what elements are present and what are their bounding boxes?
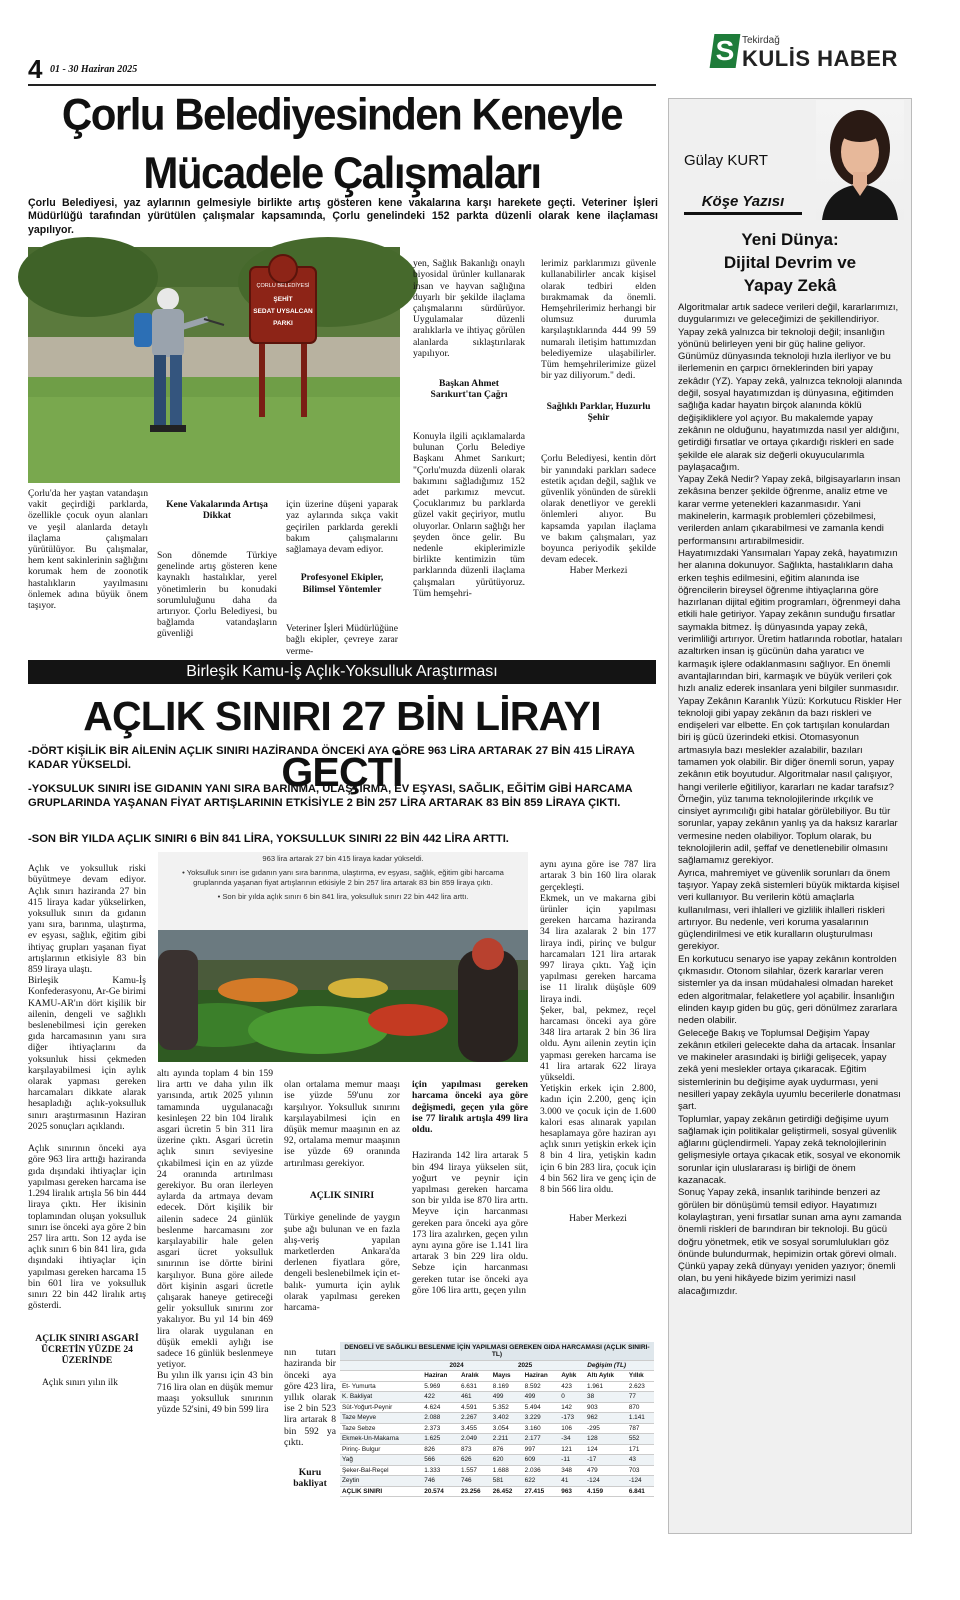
table-cell: 903 bbox=[585, 1402, 627, 1413]
article1-col-right2b-text: Çorlu Belediyesi, kentin dört bir yanındaki parkları sadece estetik açıdan değil, sağlık ve güvenlik yönünden de sürekli olarak denetliyor ve gerekli önlemleri alıyor. Bu kapsamda yapılan ilaçlama ve bakım çalışmaları, yaz boyunca periyodik şekilde devam edecek. bbox=[541, 453, 656, 566]
table-cell: 27.415 bbox=[523, 1486, 560, 1497]
park-photo-illustration bbox=[28, 247, 400, 483]
article2-col4b-text: Haziranda 142 lira artarak 5 bin 494 liraya yükselen süt, yoğurt ve peynir için yapılması gereken harcama son bir yılda ise 870 lira arttı. Meyve için harcanması gereken para önceki aya göre 173 lira azalırken, geçen yılın aynı ayına göre ise 1.141 lira artarak 3 bin 229 lira oldu. Sebze için harcanması gereken tutar ise önceki aya göre 106 lira arttı, geçen yılın bbox=[412, 1150, 528, 1296]
article2-col5 bbox=[540, 848, 656, 1338]
table-row-label: Taze Sebze bbox=[340, 1423, 422, 1434]
table-cell: 26.452 bbox=[491, 1486, 523, 1497]
table-row bbox=[340, 1381, 654, 1392]
sign-line-3: SEDAT UYSALCAN bbox=[253, 308, 313, 315]
table-cell: 0 bbox=[559, 1392, 585, 1403]
table-cell: 620 bbox=[491, 1455, 523, 1466]
table-header-row bbox=[340, 1371, 654, 1382]
table-cell: 461 bbox=[459, 1392, 491, 1403]
table-cell: 124 bbox=[585, 1444, 627, 1455]
article1-col-b3 bbox=[286, 488, 398, 657]
table-cell: 2.211 bbox=[491, 1434, 523, 1445]
table-header-cell: Haziran bbox=[523, 1371, 560, 1382]
photo-caption-line1: 963 lira artarak 27 bin 415 liraya kadar yükseldi. bbox=[262, 854, 424, 863]
table-change-header: Değişim (TL) bbox=[559, 1360, 654, 1371]
column-title-line2: Dijital Devrim ve bbox=[723, 253, 857, 272]
sign-line-4: PARKI bbox=[273, 320, 293, 327]
table-cell: 499 bbox=[523, 1392, 560, 1403]
subhead-baskan: Başkan Ahmet Sarıkurt'tan Çağrı bbox=[430, 378, 508, 401]
table-header-cell bbox=[340, 1371, 422, 1382]
table-cell: 1.557 bbox=[459, 1465, 491, 1476]
article2-bullet-1: -DÖRT KİŞİLİK BİR AİLENİN AÇLIK SINIRI HAZİRANDA ÖNCEKİ AYA GÖRE 963 LİRA ARTARAK 27 BİN 415 LİRAYA KADAR YÜKSELDİ. bbox=[28, 745, 635, 771]
table-cell: 873 bbox=[459, 1444, 491, 1455]
table-cell: 422 bbox=[422, 1392, 459, 1403]
article2-col4 bbox=[412, 1068, 528, 1338]
article2-bullet-3: -SON BİR YILDA AÇLIK SINIRI 6 BİN 841 LİRA, YOKSULLUK SINIRI 22 BİN 442 LİRA ARTTI. bbox=[28, 833, 509, 845]
table-cell: 6.631 bbox=[459, 1381, 491, 1392]
table-cell: 1.333 bbox=[422, 1465, 459, 1476]
article1-col-right2-text: lerimiz parklarımızı güvenle kullanabilirler ancak kişisel olarak tedbiri elden bırakmamak da önemli. Hemşehrilerimiz herhangi bir olumsuz durumla karşılaştıklarında 444 99 59 numaralı iletişim hattımızdan belediyemize ulaşabilirler. Tüm hemşehrilerimize güzel bir yaz diliyorum." dedi. bbox=[541, 258, 656, 382]
table-year-row bbox=[340, 1360, 654, 1371]
subhead-aclik-siniri: AÇLIK SINIRI bbox=[309, 1190, 375, 1202]
table-cell: 20.574 bbox=[422, 1486, 459, 1497]
subhead-saglikli: Sağlıklı Parklar, Huzurlu Şehir bbox=[546, 400, 651, 423]
table-cell: -124 bbox=[585, 1476, 627, 1487]
table-cell: 2.049 bbox=[459, 1434, 491, 1445]
table-row bbox=[340, 1402, 654, 1413]
table-cell: 6.841 bbox=[627, 1486, 654, 1497]
table-header-cell: Aralık bbox=[459, 1371, 491, 1382]
table-cell: 997 bbox=[523, 1444, 560, 1455]
table-cell: -295 bbox=[585, 1423, 627, 1434]
table-cell: 826 bbox=[422, 1444, 459, 1455]
table-cell: -173 bbox=[559, 1413, 585, 1424]
subhead-kene: Kene Vakalarında Artışa Dikkat bbox=[166, 499, 268, 522]
table-row bbox=[340, 1434, 654, 1445]
table-cell: 5.352 bbox=[491, 1402, 523, 1413]
table-cell: 626 bbox=[459, 1455, 491, 1466]
article1-col-right1-text: yen, Sağlık Bakanlığı onaylı biyosidal ürünler kullanarak insan ve hayvan sağlığına duyarlı bir şekilde ilaçlama çalışmalarını sürdürüyor. Uygulamalar düzenli aralıklarla ve ihtiyaç görülen alanlarda sıklaştırılarak yapılıyor. bbox=[413, 258, 525, 359]
article1-col-b3b-text: Veteriner İşleri Müdürlüğüne bağlı ekipler, çevreye zarar verme- bbox=[286, 623, 398, 657]
page-number: 4 bbox=[28, 54, 43, 84]
article2-signature: Haber Merkezi bbox=[569, 1212, 627, 1224]
table-cell: 142 bbox=[559, 1402, 585, 1413]
table-cell: 499 bbox=[491, 1392, 523, 1403]
table-cell: 4.159 bbox=[585, 1486, 627, 1497]
photo-caption-line2: • Yoksulluk sınırı ise gıdanın yanı sıra barınma, ulaştırma, ev eşyası, sağlık, eğitim gibi harcama gruplarında yaşanan fiyat artışlarının etkisiyle 2 bin 257 lira artarak 83 bin 859 liraya çıktı. bbox=[182, 868, 504, 887]
article2-col3 bbox=[284, 1068, 400, 1336]
table-cell: 4.591 bbox=[459, 1402, 491, 1413]
table-header-cell: Haziran bbox=[422, 1371, 459, 1382]
table-cell: 746 bbox=[422, 1476, 459, 1487]
table-cell: 746 bbox=[459, 1476, 491, 1487]
table-header-cell: Mayıs bbox=[491, 1371, 523, 1382]
table-cell: 3.455 bbox=[459, 1423, 491, 1434]
table-cell: 2.373 bbox=[422, 1423, 459, 1434]
logo-letter: S bbox=[715, 35, 735, 66]
table-row-label: Ekmek-Un-Makarna bbox=[340, 1434, 422, 1445]
table-cell: 870 bbox=[627, 1402, 654, 1413]
table-cell: 3.229 bbox=[523, 1413, 560, 1424]
article2-col1 bbox=[28, 852, 146, 1474]
column-title bbox=[672, 228, 908, 297]
table-row-label: Yağ bbox=[340, 1455, 422, 1466]
table-cell: 5.494 bbox=[523, 1402, 560, 1413]
article2-col2: altı ayında toplam 4 bin 159 lira arttı ve daha yılın ilk yarısında, artık 2025 yılının tamamında uygulanacağı kesinleşen 22 bin 104 liralık asgari ücretin 5 bin 311 lira üzerine çıktı. Asgari ücretin açlık sınırı seviyesine çıkabilmesi için en az yüzde 24 oranında artırılması gerekiyor. Bu oran ilerleyen aylarda da artmaya devam edecek. Dört kişilik bir ailenin sadece 24 günlük beslenme harcamasını zor karşılayabilir hale gelen asgari ücret yoksulluk sınırının ise dörtte birini karşılıyor. Buna göre ailede dört kişinin asgari ücretle çalışarak haneye getireceği gelir yoksulluk sınırını zor yakalıyor. Bu yıl 14 bin 469 lira olarak uygulanan en düşük emekli aylığı ise sadece 16 günlük beslenmeye yetiyor. Bu yılın ilk yarısı için 43 bin 716 lira olan en düşük memur maaşı yoksulluk sınırının yüzde 52'sini, 49 bin 599 lira bbox=[157, 1068, 273, 1416]
table-cell: 2.177 bbox=[523, 1434, 560, 1445]
market-photo-caption bbox=[158, 852, 528, 930]
table-cell: 3.402 bbox=[491, 1413, 523, 1424]
article1-col-b1: Çorlu'da her yaştan vatandaşın vakit geçirdiği parklarda, özellikle çocuk oyun alanları ve yeşil alanlarda detaylı ilaçlama çalışmaları yürütülüyor. Bu çalışmalar, hem kent sakinlerinin sağlığını korumak hem de zoonotik hastalıkların yayılmasını önlemek adına büyük önem taşıyor. bbox=[28, 488, 148, 612]
table-cell: 171 bbox=[627, 1444, 654, 1455]
table-row-label: Pirinç- Bulgur bbox=[340, 1444, 422, 1455]
table-cell: 77 bbox=[627, 1392, 654, 1403]
table-cell: 38 bbox=[585, 1392, 627, 1403]
table-cell: 2.036 bbox=[523, 1465, 560, 1476]
table-cell: 703 bbox=[627, 1465, 654, 1476]
table-cell: 8.169 bbox=[491, 1381, 523, 1392]
article1-col-right1b-text: Konuyla ilgili açıklamalarda bulunan Çorlu Belediye Başkanı Ahmet Sarıkurt; "Çorlu'muzda düzenli olarak bakımını sağladığımız 152 adet parkımız mevcut. Çocuklarımız bu parklarda güzel vakit geçiriyor, mutlu oluyorlar. Onların sağlığı her şeyden önce gelir. Bu nedenle ekiplerimizle birlikte kentimizin tüm parklarında düzenli ilaçlama çalışmaları yürütüyoruz. Tüm hemşehri- bbox=[413, 431, 525, 599]
issue-date: 01 - 30 Haziran 2025 bbox=[50, 64, 138, 75]
subhead-aclik-asgari: AÇLIK SINIRI ASGARİ ÜCRETİN YÜZDE 24 ÜZERİNDE bbox=[35, 1332, 139, 1366]
table-cell: 4.624 bbox=[422, 1402, 459, 1413]
table-cell: 581 bbox=[491, 1476, 523, 1487]
food-cost-table bbox=[340, 1342, 654, 1497]
table-cell: -34 bbox=[559, 1434, 585, 1445]
table-cell: 423 bbox=[559, 1381, 585, 1392]
table-title-row bbox=[340, 1342, 654, 1360]
article1-col-b2 bbox=[157, 488, 277, 652]
market-photo bbox=[158, 852, 528, 1062]
author-avatar bbox=[816, 100, 904, 220]
table-cell: 23.256 bbox=[459, 1486, 491, 1497]
table-cell: 106 bbox=[559, 1423, 585, 1434]
article1-title bbox=[28, 85, 656, 203]
column-title-line1: Yeni Dünya: bbox=[741, 230, 839, 249]
article1-col-right2 bbox=[541, 247, 656, 652]
article1-title-line1: Çorlu Belediyesinden Keneyle bbox=[61, 89, 623, 139]
article2-title: AÇLIK SINIRI 27 BİN LİRAYI GEÇTİ bbox=[83, 693, 601, 795]
market-illustration bbox=[158, 930, 528, 1062]
table-row-label: K. Bakliyat bbox=[340, 1392, 422, 1403]
table-cell: 128 bbox=[585, 1434, 627, 1445]
sign-line-2: ŞEHİT bbox=[273, 296, 293, 303]
article2-col5-text: aynı ayına göre ise 787 lira artarak 3 bin 160 lira olarak gerçekleşti. Ekmek, un ve makarna gibi ürünler için yapılması gereken harcama haziranda 34 lira azalarak 2 bin 177 liraya indi, pirinç ve bulgur harcamaları 121 lira artarak 997 liraya çıktı. Yağ için yapılması gereken harcama ise 11 liralık düşüşle 609 liraya indi. Şeker, bal, pekmez, reçel harcaması önceki aya göre 348 lira artarak 2 bin 36 lira oldu. Aynı ailenin zeytin için yapması gereken harcama ise 41 lira artarak 622 liraya yükseldi. Yetişkin erkek için 2.800, kadın için 2.200, genç için 3.000 ve çocuk için de 1.600 kalori esas alınarak yapılan hesaplamaya göre haziran ayı açlık sınırı yetişkin erkek için 8 bin 4 lira, yetişkin kadın için 6 bin 283 lira, çocuk için 4 bin 562 lira ve genç için de 8 bin 566 lira oldu. bbox=[540, 859, 656, 1196]
park-spraying-photo bbox=[28, 247, 400, 483]
table-row bbox=[340, 1465, 654, 1476]
table-row bbox=[340, 1476, 654, 1487]
photo-caption-line3: • Son bir yılda açlık sınırı 6 bin 841 lira, yoksulluk sınırı 22 bin 442 lira arttı. bbox=[217, 892, 469, 901]
table-header-cell: Aylık bbox=[559, 1371, 585, 1382]
article1-title-line2: Mücadele Çalışmaları bbox=[143, 148, 541, 198]
article2-col1a-text: Açlık ve yoksulluk riski büyütmeye devam ediyor. Açlık sınırı haziranda 27 bin 415 liraya kadar yükselirken, yoksulluk sınırı da gıdanın yanı sıra, barınma, ulaştırma, ev eşyası, sağlık, eğitim gibi ihtiyaç grupları yaşanan fiyat artışlarının etkisiyle 83 bin 859 liraya ulaştı. Birleşik Kamu-İş Konfederasyonu, Ar-Ge birimi KAMU-AR'ın dört kişilik bir ailenin, dengeli ve sağlıklı beslenebilmesi için gereken gıda harcamasının yanı sıra diğer ihtiyaçlarını da yoksunluk hissi çekmeden karşılayabilmesi için aylık olarak yapması gereken harcamaları dikkate alarak hesapladığı açlık-yoksulluk sınırı araştırmasının Haziran 2025 sonuçları açıklandı. Açlık sınırının önceki aya göre 963 lira arttığı haziranda gıda dışındaki ihtiyaçlar için yapılması gereken harcama ise 1.294 liralık artışla 56 bin 444 liraya çıktı. Her ikisinin toplamından oluşan yoksulluk sınırı ise önceki aya göre 2 bin 257 lira arttı. Son 12 ayda ise açlık sınırı 6 bin 841 lira, gıda dışındaki ihtiyaçlar için yapılması gereken harcama 15 bin 601 lira ve yoksulluk sınırı 22 bin 442 liralık artış gösterdi. bbox=[28, 863, 147, 1312]
table-cell: 2.088 bbox=[422, 1413, 459, 1424]
column-body: Algoritmalar artık sadece verileri değil, kararlarımızı, duygularımızı ve geleceğimizi de şekillendiriyor. Yapay zekâ yalnızca bir teknoloji değil; insanlığın yönünü belirleyen yeni bir güç haline geliyor. Günümüz dünyasında teknoloji hızla ilerliyor ve bu ilerlemenin en çarpıcı örneklerinden biri yapay zekâdır (YZ). Yapay zekâ, yalnızca teknoloji alanında değil, sosyal hayatımızdan iş dünyasına, eğitimden sağlığa kadar hayatın birçok alanında köklü değişikliklere yol açıyor. Bu makalemde yapay zekânın ne olduğunu, hayatımızda nasıl yer aldığını, getirdiği fırsatlar ve ortaya çıkardığı riskleri en sade şekilde ele alarak siz değerli okuyucularımla paylaşacağım. Yapay Zekâ Nedir? Yapay zekâ, bilgisayarların insan zekâsına benzer şekilde öğrenme, analiz etme ve karar verme yetenekleri kazanmasıdır. Yani makinelerin, karmaşık problemleri çözebilmesi, verilerden anlam çıkarabilmesi ve zamanla kendi performansını artırabilmesidir. Hayatımızdaki Yansımaları Yapay zekâ, hayatımızın her alanına dokunuyor. Sağlıkta, hastalıkların daha erken teşhis edilmesini, eğitim alanında ise öğrencilerin bireysel öğrenme ihtiyaçlarına göre hazırlanan dijital eğitim programları, öğrenmeyi daha etkili hale getiriyor. Yapay zekânın sunduğu fırsatlar saymakla bitmez. İş dünyasında yapay zekâ, verimliliği artırıyor. Üretim hatlarında robotlar, hataları azaltırken insan iş gücünün daha yaratıcı ve karmaşık işlere odaklanmasını sağlıyor. En önemli avantajlarından biri, karmaşık ve büyük verileri çok hızlı analiz ederek insanlara yeni bilgiler sunmasıdır. Yapay Zekânın Karanlık Yüzü: Korkutucu Riskler Her teknoloji gibi yapay zekânın da bazı riskleri ve endişeleri var elbette. En çok tartışılan konulardan biri iş gücü üzerindeki etkisi. Otomasyonun artmasıyla bazı meslekler azalabilir, bazıları tamamen yok olabilir. Bir diğer önemli sorun, yapay zekânın etik boyutudur. Algoritmalar nasıl çalışıyor, hangi verilerle eğitiliyor, kararları ne kadar tarafsız? Örneğin, yüz tanıma teknolojilerinde ırkçılık ve cinsiyet ayrımcılığı gibi hatalar görülebiliyor. Bu tür sorunlar, yapay zekânın yanlış ya da haksız kararlar vermesine neden olabiliyor. Toplum olarak, bu teknolojilerin adil, şeffaf ve denetlenebilir olmasını sağlamamız gerekiyor. Ayrıca, mahremiyet ve güvenlik sorunları da önem taşıyor. Yapay zekâ sistemleri büyük miktarda kişisel veri kullanıyor. Bu verilerin kötü amaçlarla kullanılması, veri ihlalleri ve gizlilik ihlalleri riskleri artırıyor. Bu nedenle, veri koruma yasalarının güçlendirilmesi ve etik kuralların oluşturulması gerekiyor. En korkutucu senaryo ise yapay zekânın kontrolden çıkmasıdır. Otonom silahlar, özerk kararlar veren sistemler ya da insan müdahalesi olmadan hareket eden algoritmalar, felaketlere yol açabilir. İnsanlığın elinden kayıp giden bu güç, geri dönülmez zararlara neden olabilir. Geleceğe Bakış ve Toplumsal Değişim Yapay zekânın etkileri gelecekte daha da artacak. İnsanlar ve makineler arasındaki iş birliği gelişecek, yapay zekâ yeni meslekler ortaya çıkaracak. Eğitim sistemlerinin bu değişime ayak uydurması, yeni nesilleri yapay zekâyla uyumlu becerilerle donatması şart. Toplumlar, yapay zekânın getirdiği değişime uyum sağlamak için politikalar geliştirmeli, sosyal güvenlik ağlarını güçlendirmeli. Yapay zekâ teknolojilerinin gelişmesiyle ortaya çıkacak etik, sosyal ve ekonomik sorunlar için uluslararası iş birliği de önem kazanacak. Sonuç Yapay zekâ, insanlık tarihinde benzeri az görülen bir dönüşümü temsil ediyor. Hayatımızı kolaylaştıran, yeni fırsatlar sunan ama aynı zamanda önemli riskleri de barındıran bir teknoloji. Bu gücü doğru yönetmek, etik ve sosyal sorumlulukları göz önünde bulundurmak, hepimizin ortak görevi olmalı. Çünkü yapay zekâ dünyayı yeniden yazıyor; önemli olan, bu yeni hikâyede bizim yerimizi nasıl alacağımızdır. bbox=[678, 302, 903, 1297]
logo-region: Tekirdağ bbox=[742, 35, 780, 46]
table-year-2024: 2024 bbox=[422, 1360, 491, 1371]
article2-col3b-text: Türkiye genelinde de yaygın şube ağı bulunan ve en fazla alış-veriş yapılan marketlerden Ankara'da derlenen fiyatlara göre, dengeli beslenebilmek için et-balık- yumurta için aylık olarak yapılması gereken harcama- bbox=[284, 1212, 400, 1314]
table-cell: 609 bbox=[523, 1455, 560, 1466]
table-cell: 962 bbox=[585, 1413, 627, 1424]
article2-col3a-text: olan ortalama memur maaşı ise yüzde 59'unu zor karşılıyor. Yoksulluk sınırını karşılayabilmesi için en düşük memur maaşının en az 92, ortalama memur maaşının ise yüzde 69 oranında artırılması gerekiyor. bbox=[284, 1079, 400, 1169]
table-row bbox=[340, 1486, 654, 1497]
table-cell: 552 bbox=[627, 1434, 654, 1445]
table-row bbox=[340, 1392, 654, 1403]
table-cell: 2.623 bbox=[627, 1381, 654, 1392]
table-cell: 479 bbox=[585, 1465, 627, 1476]
subhead-profesyonel: Profesyonel Ekipler, Bilimsel Yöntemler bbox=[300, 572, 384, 595]
table-cell: -11 bbox=[559, 1455, 585, 1466]
table-cell: -17 bbox=[585, 1455, 627, 1466]
article2-band: Birleşik Kamu-İş Açlık-Yoksulluk Araştırması bbox=[28, 660, 656, 684]
table-cell: 1.688 bbox=[491, 1465, 523, 1476]
article1-signature: Haber Merkezi bbox=[569, 565, 628, 577]
table-row-label: Süt-Yoğurt-Peynir bbox=[340, 1402, 422, 1413]
table-year-empty bbox=[340, 1360, 422, 1371]
table-row bbox=[340, 1423, 654, 1434]
author-name: Gülay KURT bbox=[684, 152, 768, 169]
table-cell: 787 bbox=[627, 1423, 654, 1434]
table-header-cell: Yıllık bbox=[627, 1371, 654, 1382]
article2-col3c-text: nın tutarı haziranda bir önceki aya göre 423 lira, yıllık olarak ise 2 bin 523 lira artarak 8 bin 592 ya çıktı. bbox=[284, 1347, 336, 1448]
logo-title: KULİS HABER bbox=[742, 46, 898, 71]
table-header-cell: Altı Aylık bbox=[585, 1371, 627, 1382]
table-row bbox=[340, 1413, 654, 1424]
table-title: DENGELİ VE SAĞLIKLI BESLENME İÇİN YAPILMASI GEREKEN GIDA HARCAMASI (AÇLIK SINIRI-TL) bbox=[340, 1342, 654, 1360]
article1-col-b3a-text: için üzerine düşeni yaparak yaz aylarında sıkça vakit geçirilen parklarda gerekli bakım çalışmalarını sağlamaya devam ediyor. bbox=[286, 499, 398, 556]
article1-col-right1 bbox=[413, 247, 525, 652]
article2-bullet-2: -YOKSULUK SINIRI İSE GIDANIN YANI SIRA BARINMA, ULAŞTIRMA, EV EŞYASI, SAĞLIK, EĞİTİM GİBİ HARCAMA GRUPLARINDA YAŞANAN FİYAT ARTIŞLARININ ETKİSİYLE 2 BİN 257 LİRA ARTARAK 83 BİN 859 LİRAYA ÇIKTI. bbox=[28, 783, 633, 809]
table-row-label: Taze Meyve bbox=[340, 1413, 422, 1424]
table-body bbox=[340, 1381, 654, 1497]
table-cell: 1.625 bbox=[422, 1434, 459, 1445]
article1-lead: Çorlu Belediyesi, yaz aylarının gelmesiyle birlikte artış gösteren kene vakalarına karşı harekete geçti. Veteriner İşleri Müdürlüğü tarafından yürütülen çalışmalar kapsamında, Çorlu genelindeki 152 parkta düzenli olarak kene ilaçlaması yapılıyor. bbox=[28, 197, 658, 236]
table-cell: 5.969 bbox=[422, 1381, 459, 1392]
table-cell: 41 bbox=[559, 1476, 585, 1487]
sign-line-1: ÇORLU BELEDİYESİ bbox=[256, 283, 310, 289]
table-cell: 566 bbox=[422, 1455, 459, 1466]
article1-col-b2-text: Son dönemde Türkiye genelinde artış gösteren kene kaynaklı hastalıklar, yerel yönetimlerin bu konudaki sorumluluğunu daha da artırıyor. Çorlu Belediyesi, bu bağlamda vatandaşların güvenliği bbox=[157, 550, 277, 640]
table-year-2025: 2025 bbox=[491, 1360, 560, 1371]
table-cell: 8.592 bbox=[523, 1381, 560, 1392]
table-row-label: Şeker-Bal-Reçel bbox=[340, 1465, 422, 1476]
table-row-label: Et- Yumurta bbox=[340, 1381, 422, 1392]
table-cell: 1.141 bbox=[627, 1413, 654, 1424]
table-row-label: Zeytin bbox=[340, 1476, 422, 1487]
column-label: Köşe Yazısı bbox=[684, 192, 802, 215]
article2-col1b-text: Açlık sınırı yılın ilk bbox=[42, 1377, 118, 1389]
table-cell: 963 bbox=[559, 1486, 585, 1497]
table-cell: 2.267 bbox=[459, 1413, 491, 1424]
article2-col4a-text: için yapılması gereken harcama önceki aya göre değişmedi, geçen yıla göre ise 77 liralık artışla 499 lira oldu. bbox=[412, 1079, 528, 1136]
table-cell: -124 bbox=[627, 1476, 654, 1487]
table-row bbox=[340, 1455, 654, 1466]
subhead-kuru: Kuru bakliyat bbox=[293, 1467, 327, 1490]
author-portrait-illustration bbox=[816, 100, 904, 220]
table-row-label: AÇLIK SINIRI bbox=[340, 1486, 422, 1497]
table-cell: 43 bbox=[627, 1455, 654, 1466]
table-cell: 3.054 bbox=[491, 1423, 523, 1434]
table-cell: 3.160 bbox=[523, 1423, 560, 1434]
table-cell: 876 bbox=[491, 1444, 523, 1455]
article2-col3c bbox=[284, 1336, 336, 1490]
table-row bbox=[340, 1444, 654, 1455]
column-title-line3: Yapay Zekâ bbox=[743, 276, 837, 295]
table-cell: 622 bbox=[523, 1476, 560, 1487]
table-cell: 1.961 bbox=[585, 1381, 627, 1392]
table-cell: 121 bbox=[559, 1444, 585, 1455]
table-cell: 348 bbox=[559, 1465, 585, 1476]
